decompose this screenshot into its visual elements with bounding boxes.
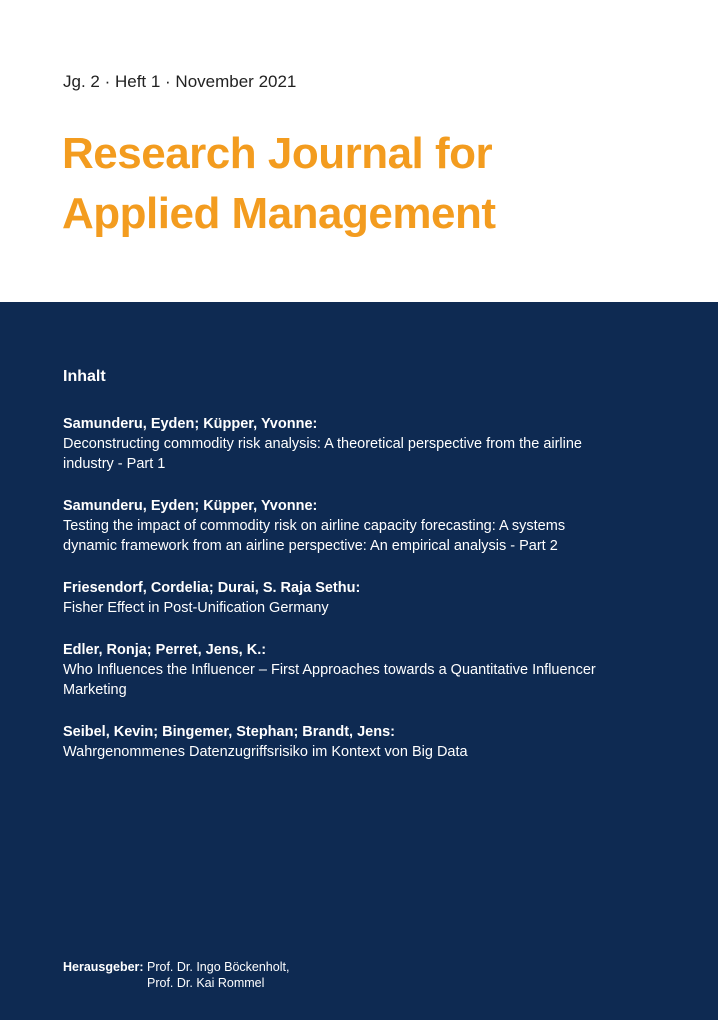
journal-title-line-2: Applied Management [62,189,496,238]
article-title: Wahrgenommenes Datenzugriffsrisiko im Kontext von Big Data [63,744,468,760]
cover-header [0,0,718,302]
contents-item [63,722,623,762]
contents-item [63,414,623,474]
article-title: Deconstructing commodity risk analysis: A theoretical perspective from the airline industry - Part 1 [63,436,582,472]
journal-title-line-1: Research Journal for [62,129,493,178]
contents-panel [0,302,718,1020]
editors-label: Herausgeber: [63,960,144,974]
contents-heading: Inhalt [63,368,106,385]
editors-names [147,959,289,991]
editor-name: Prof. Dr. Ingo Böckenholt, [147,960,290,974]
article-title: Who Influences the Influencer – First Approaches towards a Quantitative Influencer Marketing [63,662,596,698]
editor-name: Prof. Dr. Kai Rommel [147,976,265,990]
editors-block [63,959,289,991]
contents-item [63,496,623,556]
article-authors: Samunderu, Eyden; Küpper, Yvonne: [63,498,318,514]
issue-info: Jg. 2 · Heft 1 · November 2021 [63,72,297,91]
article-title: Fisher Effect in Post-Unification Germany [63,600,329,616]
article-title: Testing the impact of commodity risk on airline capacity forecasting: A systems dynamic framework from an airline perspective: An empirical analysis - Part 2 [63,518,566,554]
article-authors: Seibel, Kevin; Bingemer, Stephan; Brandt, Jens: [63,724,395,740]
article-authors: Samunderu, Eyden; Küpper, Yvonne: [63,416,318,432]
contents-list [63,414,623,784]
article-authors: Friesendorf, Cordelia; Durai, S. Raja Sethu: [63,580,361,596]
contents-item [63,640,623,700]
article-authors: Edler, Ronja; Perret, Jens, K.: [63,642,267,658]
contents-item [63,578,623,618]
journal-title [62,124,682,244]
